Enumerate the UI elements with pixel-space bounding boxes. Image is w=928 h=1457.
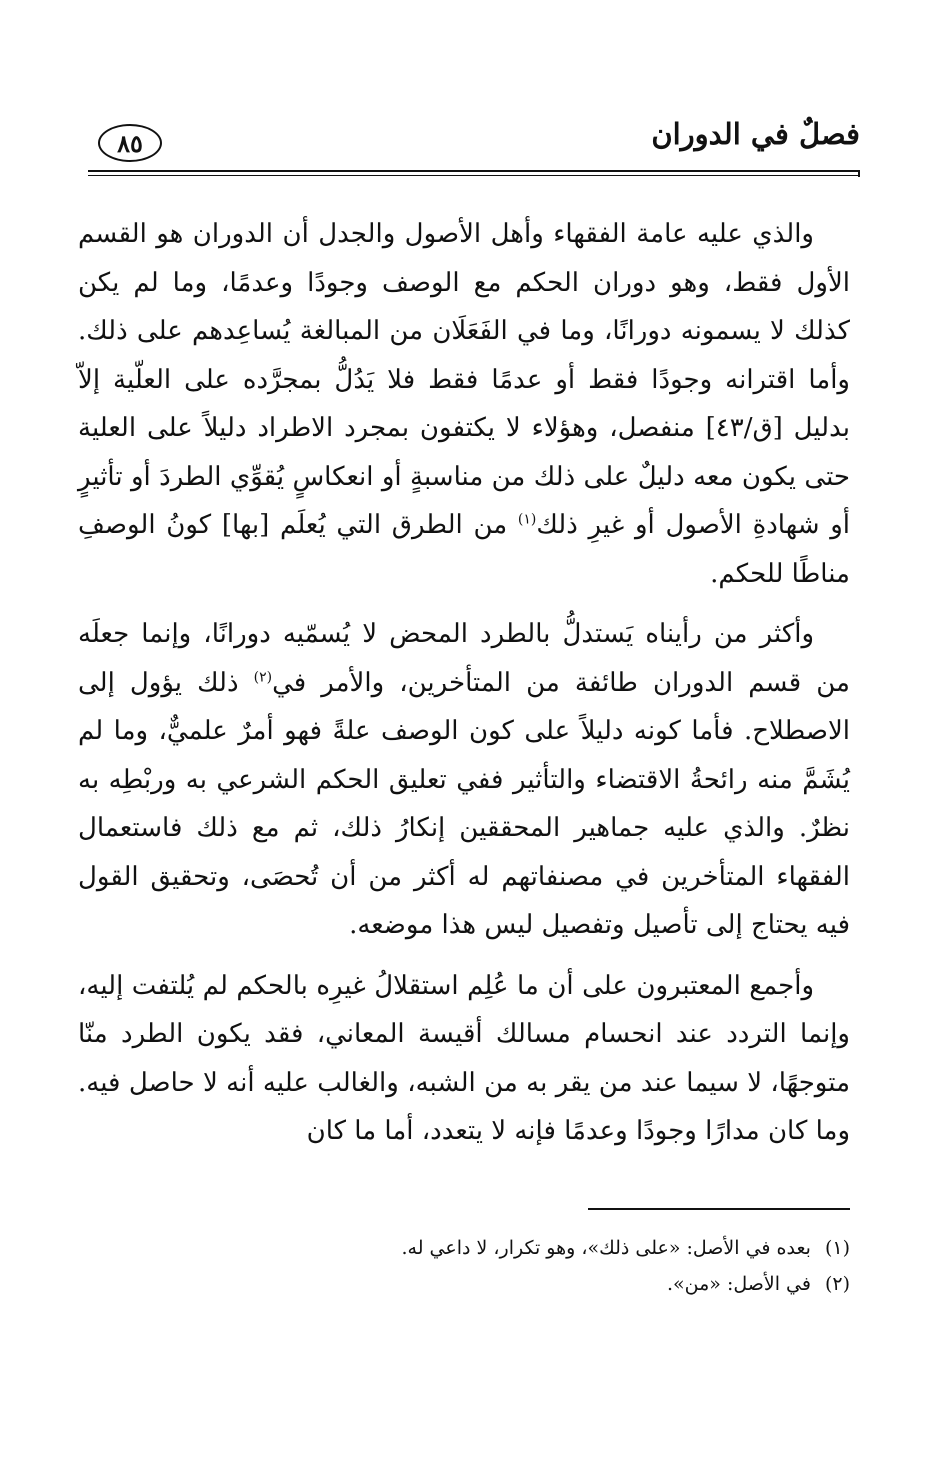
page-number: ٨٥ xyxy=(117,128,143,158)
footnote-2 xyxy=(78,1266,850,1302)
body-text xyxy=(78,210,850,1156)
paragraph-2 xyxy=(78,610,850,950)
running-title: فصلٌ في الدوران xyxy=(651,117,860,151)
footnote-text: بعده في الأصل: «على ذلك»، وهو تكرار، لا داعي له. xyxy=(401,1237,811,1259)
header-rule-end xyxy=(858,170,860,177)
paragraph-text: وأكثر من رأيناه يَستدلُّ بالطرد المحض لا يُسمّيه دورانًا، وإنما جعلَه من قسم الدوران طائفة من المتأخرين، والأمر في xyxy=(78,619,850,698)
paragraph-text: ذلك يؤول إلى الاصطلاح. فأما كونه دليلاً على كون الوصف علةً فهو أمرٌ علميٌّ، وما لم يُشَمَّ منه رائحةُ الاقتضاء والتأثير ففي تعليق الحكم الشرعي به وربْطِه به نظرٌ. والذي عليه جماهير المحققين إنكارُ ذلك، ثم مع ذلك فاستعمال الفقهاء المتأخرين في مصنفاتهم له أكثر من أن تُحصَى، وتحقيق القول فيه يحتاج إلى تأصيل وتفصيل ليس هذا موضعه. xyxy=(78,667,850,940)
footnote-ref-2: (٢) xyxy=(253,668,273,685)
paragraph-text: والذي عليه عامة الفقهاء وأهل الأصول والجدل أن الدوران هو القسم الأول فقط، وهو دوران الحكم مع الوصف وجودًا وعدمًا، وما لم يكن كذلك لا يسمونه دورانًا، وما في الفَعَلَان من المبالغة يُساعِدهم على ذلك. وأما اقترانه وجودًا فقط أو عدمًا فقط فلا يَدُلُّ بمجرَّده على العلّية إلاّ بدليل [ق/٤٣] منفصل، وهؤلاء لا يكتفون بمجرد الاطراد دليلاً على العلية حتى يكون معه دليلٌ على ذلك من مناسبةٍ أو انعكاسٍ يُقوِّي الطردَ أو تأثيرٍ أو شهادةِ الأصول أو غيرِ ذلك xyxy=(78,219,850,540)
page-number-badge xyxy=(98,124,162,162)
paragraph-3: وأجمع المعتبرون على أن ما عُلِم استقلالُ غيرِه بالحكم لم يُلتفت إليه، وإنما التردد عند انحسام مسالك أقيسة المعاني، فقد يكون الطرد منّا متوجهًا، لا سيما عند من يقر به من الشبه، والغالب عليه أنه لا حاصل فيه. وما كان مدارًا وجودًا وعدمًا فإنه لا يتعدد، أما ما كان xyxy=(78,970,850,1146)
footnote-1 xyxy=(78,1230,850,1266)
header-rule xyxy=(88,170,860,172)
paragraph-text: من الطرق التي يُعلَم [بها] كونُ الوصفِ مناطًا للحكم. xyxy=(78,510,850,589)
footnote-divider xyxy=(588,1208,850,1210)
footnote-number: (١) xyxy=(824,1237,850,1259)
footnotes xyxy=(78,1230,850,1302)
paragraph-1 xyxy=(78,210,850,598)
footnote-ref-1: (١) xyxy=(517,511,537,528)
footnote-text: في الأصل: «من». xyxy=(666,1273,811,1295)
footnote-number: (٢) xyxy=(824,1273,850,1295)
header-rule-thin xyxy=(88,175,860,176)
